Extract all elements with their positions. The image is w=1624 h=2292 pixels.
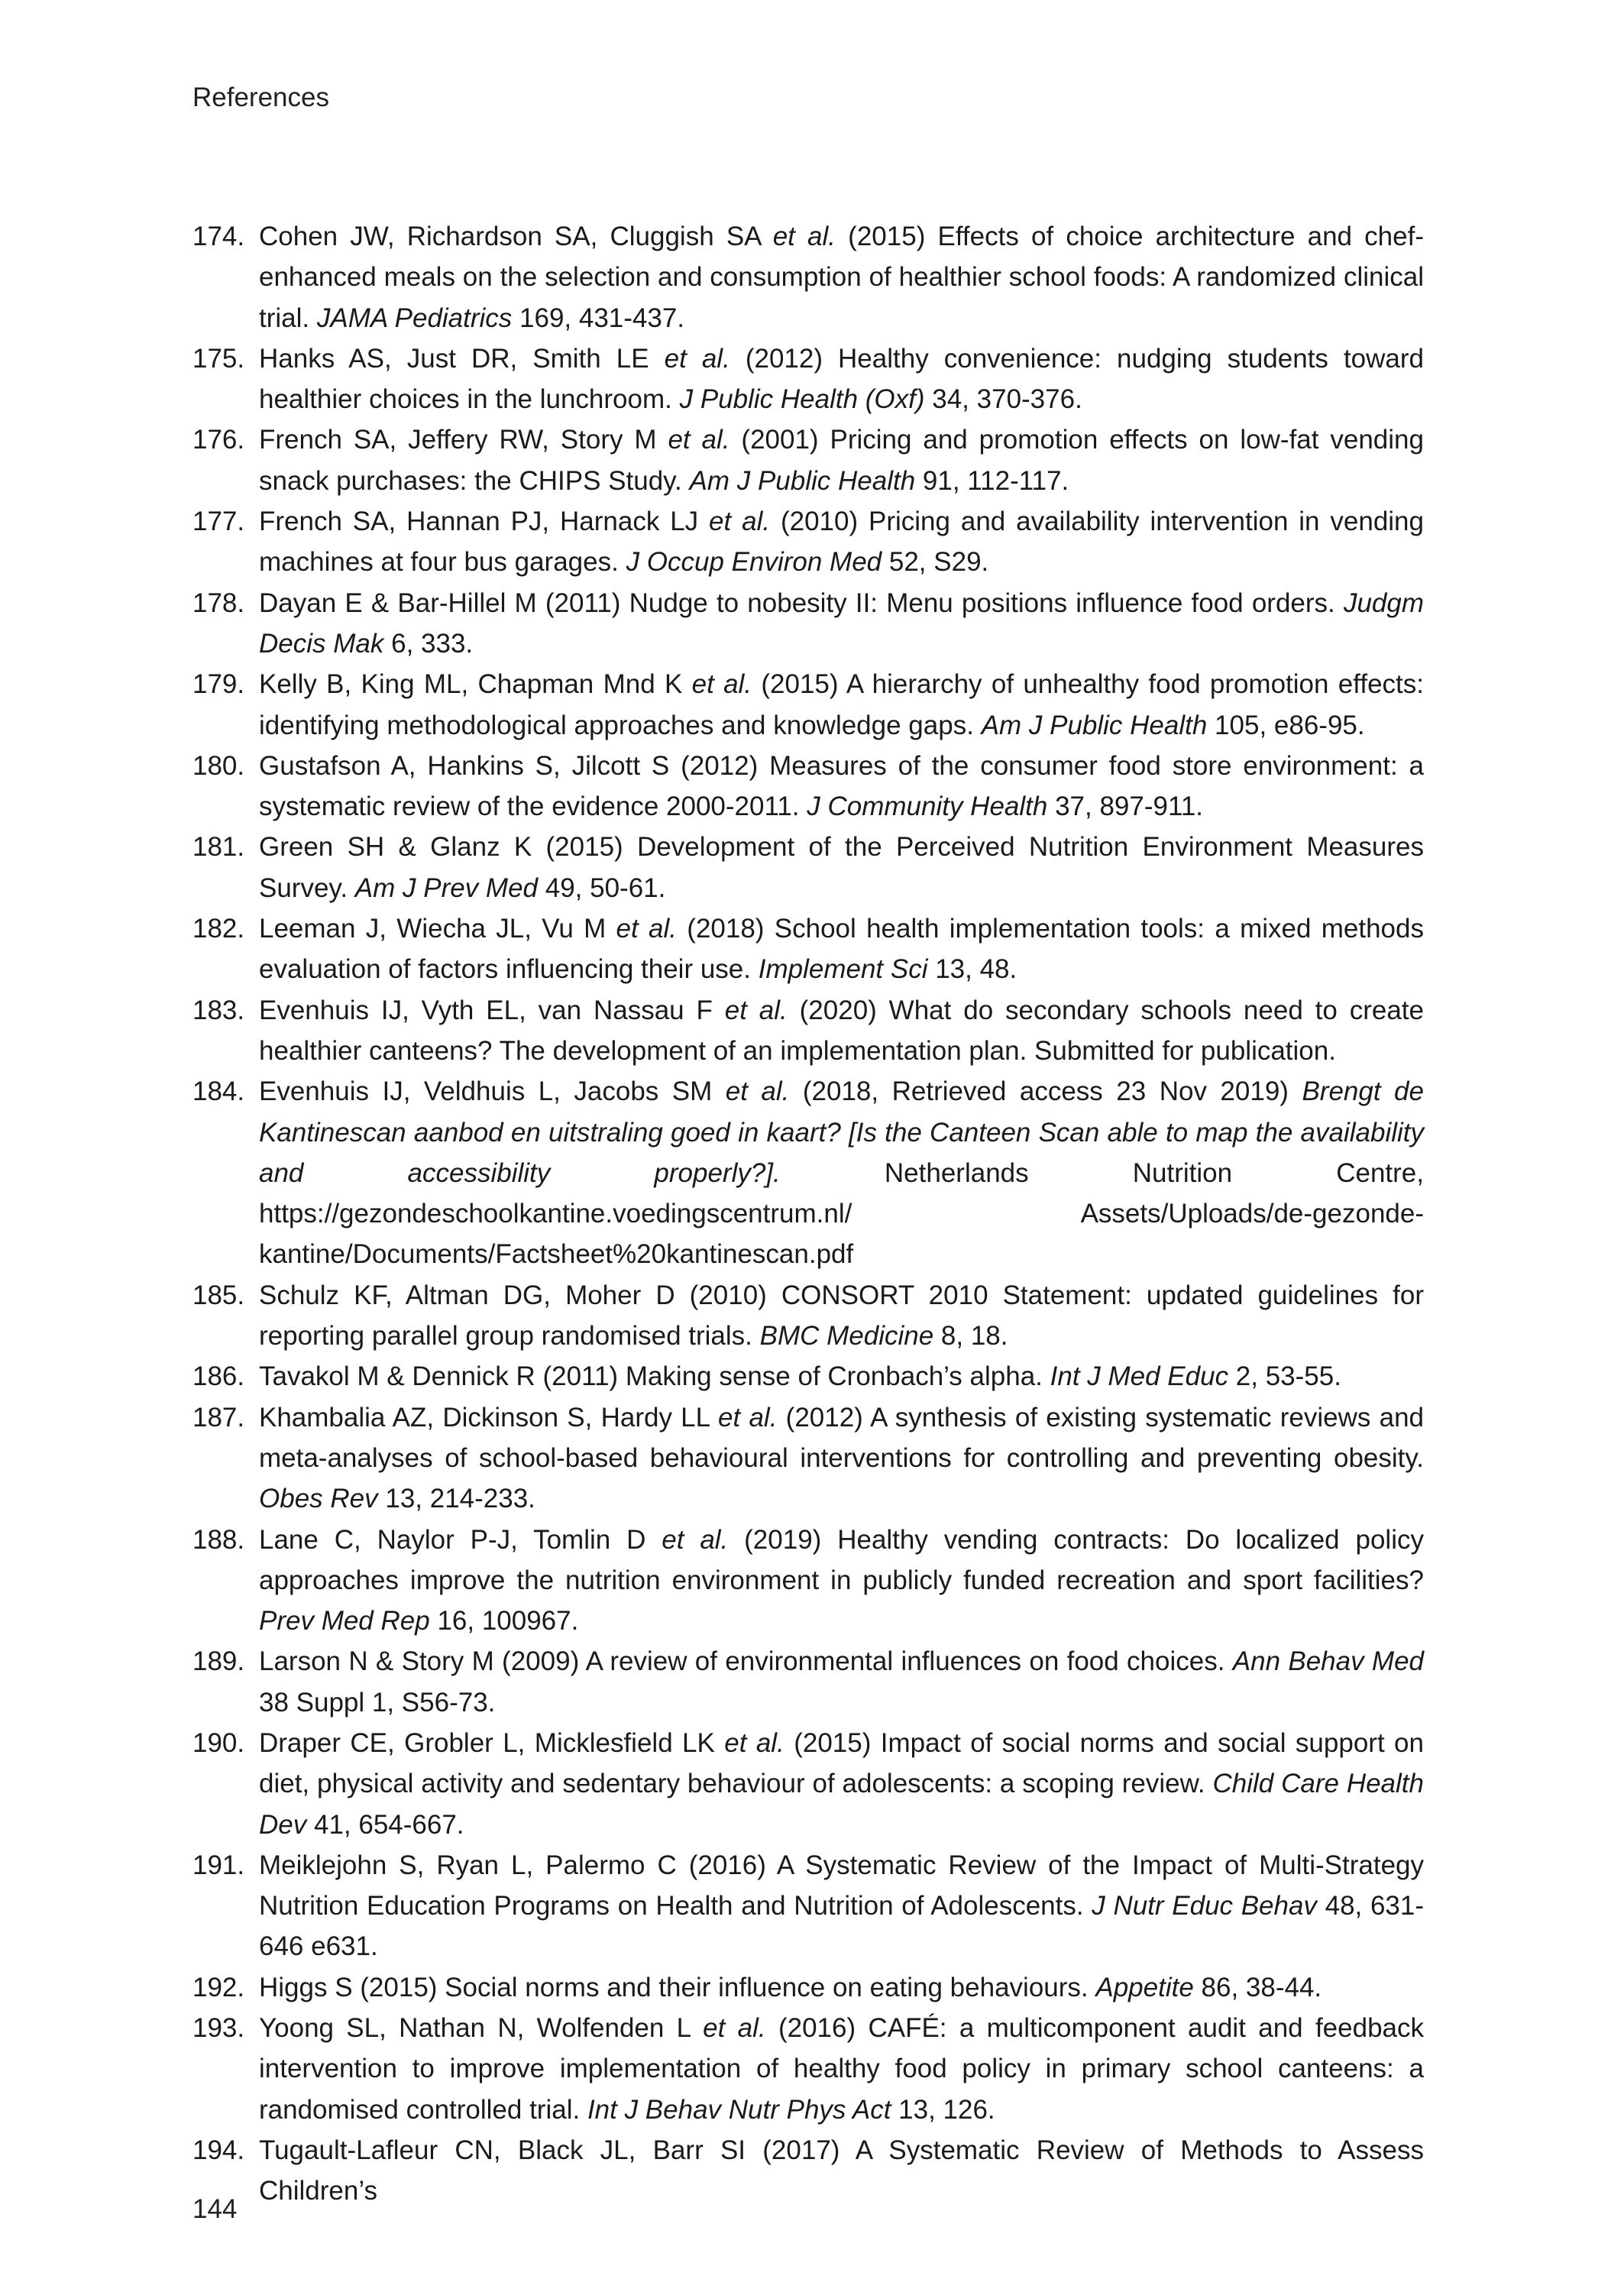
reference-number: 190. [192, 1727, 245, 1758]
reference-plain-text: Schulz KF, Altman DG, Moher D (2010) CONSORT 2010 Statement: updated guidelines for reporting parallel group randomised trials. [259, 1280, 1424, 1352]
reference-plain-text: 13, 126. [891, 2094, 995, 2125]
reference-italic-text: JAMA Pediatrics [316, 303, 513, 333]
reference-entry [192, 1845, 1424, 1967]
reference-number: 186. [192, 1361, 245, 1392]
reference-italic-text: et al. [691, 669, 752, 700]
reference-entry [192, 1967, 1424, 2008]
reference-text [259, 1520, 1424, 1642]
reference-entry [192, 216, 1424, 338]
reference-list [192, 216, 1424, 2212]
reference-italic-text: J Nutr Educ Behav [1092, 1891, 1317, 1921]
reference-entry [192, 746, 1424, 827]
reference-plain-text: Tavakol M & Dennick R (2011) Making sense of Cronbach’s alpha. [259, 1361, 1050, 1392]
reference-plain-text: (2015) Effects of choice architecture and chef-enhanced meals on the selection and consumption of healthier school foods: A randomized clinical trial. [259, 222, 1424, 333]
reference-number: 177. [192, 507, 245, 537]
reference-number: 181. [192, 832, 245, 863]
reference-plain-text: 169, 431-437. [512, 303, 685, 333]
reference-plain-text: 91, 112-117. [915, 465, 1069, 496]
page-number: 144 [192, 2194, 238, 2224]
reference-text [259, 664, 1424, 746]
reference-text [259, 338, 1424, 420]
reference-entry [192, 338, 1424, 420]
reference-text [259, 216, 1424, 338]
reference-text [259, 583, 1424, 665]
reference-entry [192, 827, 1424, 908]
reference-plain-text: 48, 631-646 e631. [259, 1891, 1425, 1962]
reference-number: 187. [192, 1402, 245, 1432]
reference-plain-text: (2018) School health implementation tools: a mixed methods evaluation of factors influencing their use. [259, 914, 1424, 985]
reference-plain-text: Lane C, Naylor P-J, Tomlin D [259, 1524, 662, 1555]
reference-plain-text: 13, 48. [927, 954, 1017, 985]
reference-entry [192, 1275, 1424, 1357]
reference-plain-text: (2001) Pricing and promotion effects on low-fat vending snack purchases: the CHIPS Study. [259, 425, 1424, 496]
reference-plain-text: 13, 214-233. [377, 1484, 535, 1514]
reference-italic-text: Child Care Health Dev [259, 1769, 1424, 1840]
reference-italic-text: Int J Med Educ [1050, 1361, 1229, 1392]
reference-text [259, 1275, 1424, 1357]
reference-entry [192, 583, 1424, 665]
reference-plain-text: Hanks AS, Just DR, Smith LE [259, 343, 665, 374]
reference-entry [192, 990, 1424, 1072]
reference-entry [192, 1397, 1424, 1520]
reference-plain-text: Khambalia AZ, Dickinson S, Hardy LL [259, 1402, 719, 1432]
reference-plain-text: (2016) CAFÉ: a multicomponent audit and feedback intervention to improve implementation of healthy food policy in primary school canteens: a randomised controlled trial. [259, 2013, 1424, 2125]
reference-plain-text: Kelly B, King ML, Chapman Mnd K [259, 669, 692, 700]
reference-number: 192. [192, 1972, 245, 2002]
reference-entry [192, 501, 1424, 583]
reference-italic-text: et al. [668, 425, 730, 455]
reference-plain-text: Tugault-Lafleur CN, Black JL, Barr SI (2017) A Systematic Review of Methods to Assess Children’s [259, 2135, 1424, 2206]
reference-text [259, 908, 1424, 990]
reference-number: 184. [192, 1076, 245, 1107]
reference-plain-text: Cohen JW, Richardson SA, Cluggish SA [259, 222, 773, 251]
reference-entry [192, 1723, 1424, 1845]
reference-plain-text: Larson N & Story M (2009) A review of environmental influences on food choices. [259, 1646, 1233, 1677]
reference-plain-text: Yoong SL, Nathan N, Wolfenden L [259, 2013, 704, 2044]
reference-plain-text: 37, 897-911. [1047, 792, 1204, 822]
reference-plain-text: Dayan E & Bar-Hillel M (2011) Nudge to nobesity II: Menu positions influence food orders. [259, 588, 1344, 618]
reference-italic-text: Judgm Decis Mak [259, 588, 1424, 659]
reference-plain-text: French SA, Jeffery RW, Story M [259, 425, 668, 455]
reference-plain-text: Gustafson A, Hankins S, Jilcott S (2012) Measures of the consumer food store environment: a systematic review of the evidence 2000-2011. [259, 750, 1424, 822]
reference-plain-text: (2015) A hierarchy of unhealthy food promotion effects: identifying methodological approaches and knowledge gaps. [259, 669, 1424, 740]
reference-text [259, 501, 1424, 583]
reference-italic-text: et al. [718, 1402, 778, 1432]
reference-plain-text: (2019) Healthy vending contracts: Do localized policy approaches improve the nutrition environment in publicly funded recreation and sport facilities? [259, 1524, 1424, 1595]
reference-plain-text: 41, 654-667. [306, 1809, 464, 1840]
reference-plain-text: 38 Suppl 1, S56-73. [259, 1687, 496, 1717]
reference-text [259, 2130, 1424, 2212]
reference-entry [192, 1356, 1424, 1397]
reference-plain-text: Evenhuis IJ, Vyth EL, van Nassau F [259, 995, 725, 1025]
reference-italic-text: et al. [709, 507, 771, 537]
reference-number: 176. [192, 425, 245, 455]
reference-text [259, 990, 1424, 1072]
reference-plain-text: 6, 333. [383, 628, 474, 659]
reference-text [259, 419, 1424, 501]
reference-plain-text: 49, 50-61. [538, 872, 666, 903]
reference-plain-text: French SA, Hannan PJ, Harnack LJ [259, 507, 710, 537]
reference-number: 180. [192, 750, 245, 781]
reference-italic-text: et al. [662, 1524, 729, 1555]
reference-plain-text: 86, 38-44. [1193, 1972, 1322, 2002]
reference-italic-text: et al. [724, 995, 788, 1025]
reference-italic-text: J Occup Environ Med [626, 547, 882, 578]
reference-entry [192, 2130, 1424, 2212]
reference-number: 189. [192, 1646, 245, 1677]
reference-text [259, 1845, 1424, 1967]
reference-number: 188. [192, 1524, 245, 1555]
reference-plain-text: (2010) Pricing and availability intervention in vending machines at four bus garages. [259, 507, 1424, 578]
reference-number: 179. [192, 669, 245, 700]
reference-text [259, 1967, 1424, 2008]
reference-italic-text: J Community Health [807, 792, 1048, 822]
reference-plain-text: 52, S29. [882, 547, 989, 578]
reference-text [259, 746, 1424, 827]
reference-entry [192, 908, 1424, 990]
reference-italic-text: Prev Med Rep [259, 1606, 430, 1636]
reference-plain-text: 8, 18. [933, 1321, 1008, 1352]
reference-plain-text: 34, 370-376. [924, 384, 1082, 415]
reference-number: 185. [192, 1280, 245, 1310]
reference-number: 174. [192, 222, 245, 251]
reference-plain-text: Netherlands Nutrition Centre, https://gezondeschoolkantine.voedingscentrum.nl/ Assets/Uploads/de-gezonde-kantine/Documents/Factsheet%20kantinescan.pdf [259, 1157, 1425, 1270]
reference-text [259, 1071, 1424, 1274]
reference-italic-text: Int J Behav Nutr Phys Act [587, 2094, 891, 2125]
reference-italic-text: Ann Behav Med [1232, 1646, 1424, 1677]
reference-plain-text: (2020) What do secondary schools need to create healthier canteens? The development of an implementation plan. Submitted for publication. [259, 995, 1424, 1066]
reference-plain-text: 16, 100967. [429, 1606, 579, 1636]
reference-number: 178. [192, 588, 245, 618]
reference-italic-text: et al. [703, 2013, 766, 2044]
reference-number: 183. [192, 995, 245, 1025]
reference-italic-text: Am J Prev Med [354, 872, 539, 903]
reference-italic-text: Obes Rev [259, 1484, 378, 1514]
reference-plain-text: (2018, Retrieved access 23 Nov 2019) [789, 1076, 1302, 1107]
reference-italic-text: BMC Medicine [759, 1321, 934, 1352]
reference-number: 193. [192, 2013, 245, 2044]
reference-number: 191. [192, 1850, 245, 1880]
reference-number: 175. [192, 343, 245, 374]
reference-plain-text: Higgs S (2015) Social norms and their influence on eating behaviours. [259, 1972, 1096, 2002]
reference-entry [192, 1641, 1424, 1723]
reference-italic-text: Appetite [1095, 1972, 1194, 2002]
reference-plain-text: Green SH & Glanz K (2015) Development of the Perceived Nutrition Environment Measures Survey. [259, 832, 1424, 903]
reference-entry [192, 419, 1424, 501]
reference-plain-text: 2, 53-55. [1228, 1361, 1341, 1392]
reference-italic-text: et al. [772, 222, 836, 251]
reference-plain-text: (2015) Impact of social norms and social support on diet, physical activity and sedentary behaviour of adolescents: a scoping review. [259, 1727, 1424, 1799]
reference-text [259, 1641, 1424, 1723]
reference-entry [192, 2008, 1424, 2130]
reference-italic-text: Brengt de Kantinescan aanbod en uitstraling goed in kaart? [Is the Canteen Scan able to map the availability and accessibility properly?]. [259, 1076, 1424, 1188]
reference-number: 194. [192, 2135, 245, 2165]
reference-number: 182. [192, 914, 245, 944]
reference-text [259, 2008, 1424, 2130]
reference-italic-text: et al. [616, 914, 677, 944]
reference-text [259, 1397, 1424, 1520]
reference-italic-text: J Public Health (Oxf) [679, 384, 925, 415]
reference-plain-text: (2012) Healthy convenience: nudging students toward healthier choices in the lunchroom. [259, 343, 1424, 415]
reference-italic-text: Am J Public Health [689, 465, 916, 496]
reference-text [259, 827, 1424, 908]
reference-italic-text: Implement Sci [758, 954, 928, 985]
reference-italic-text: et al. [725, 1076, 790, 1107]
reference-entry [192, 1071, 1424, 1274]
reference-italic-text: et al. [664, 343, 730, 374]
reference-text [259, 1723, 1424, 1845]
reference-plain-text: Evenhuis IJ, Veldhuis L, Jacobs SM [259, 1076, 726, 1107]
reference-italic-text: et al. [724, 1727, 785, 1758]
reference-plain-text: (2012) A synthesis of existing systematic reviews and meta-analyses of school-based behavioural interventions for controlling and preventing obesity. [259, 1402, 1424, 1473]
running-head: References [192, 83, 329, 112]
reference-text [259, 1356, 1424, 1397]
reference-entry [192, 1520, 1424, 1642]
reference-plain-text: Draper CE, Grobler L, Micklesfield LK [259, 1727, 725, 1758]
reference-plain-text: Leeman J, Wiecha JL, Vu M [259, 914, 616, 944]
reference-plain-text: Meiklejohn S, Ryan L, Palermo C (2016) A Systematic Review of the Impact of Multi-Strategy Nutrition Education Programs on Health and Nutrition of Adolescents. [259, 1850, 1424, 1921]
reference-italic-text: Am J Public Health [981, 710, 1208, 740]
reference-entry [192, 664, 1424, 746]
reference-plain-text: 105, e86-95. [1207, 710, 1365, 740]
